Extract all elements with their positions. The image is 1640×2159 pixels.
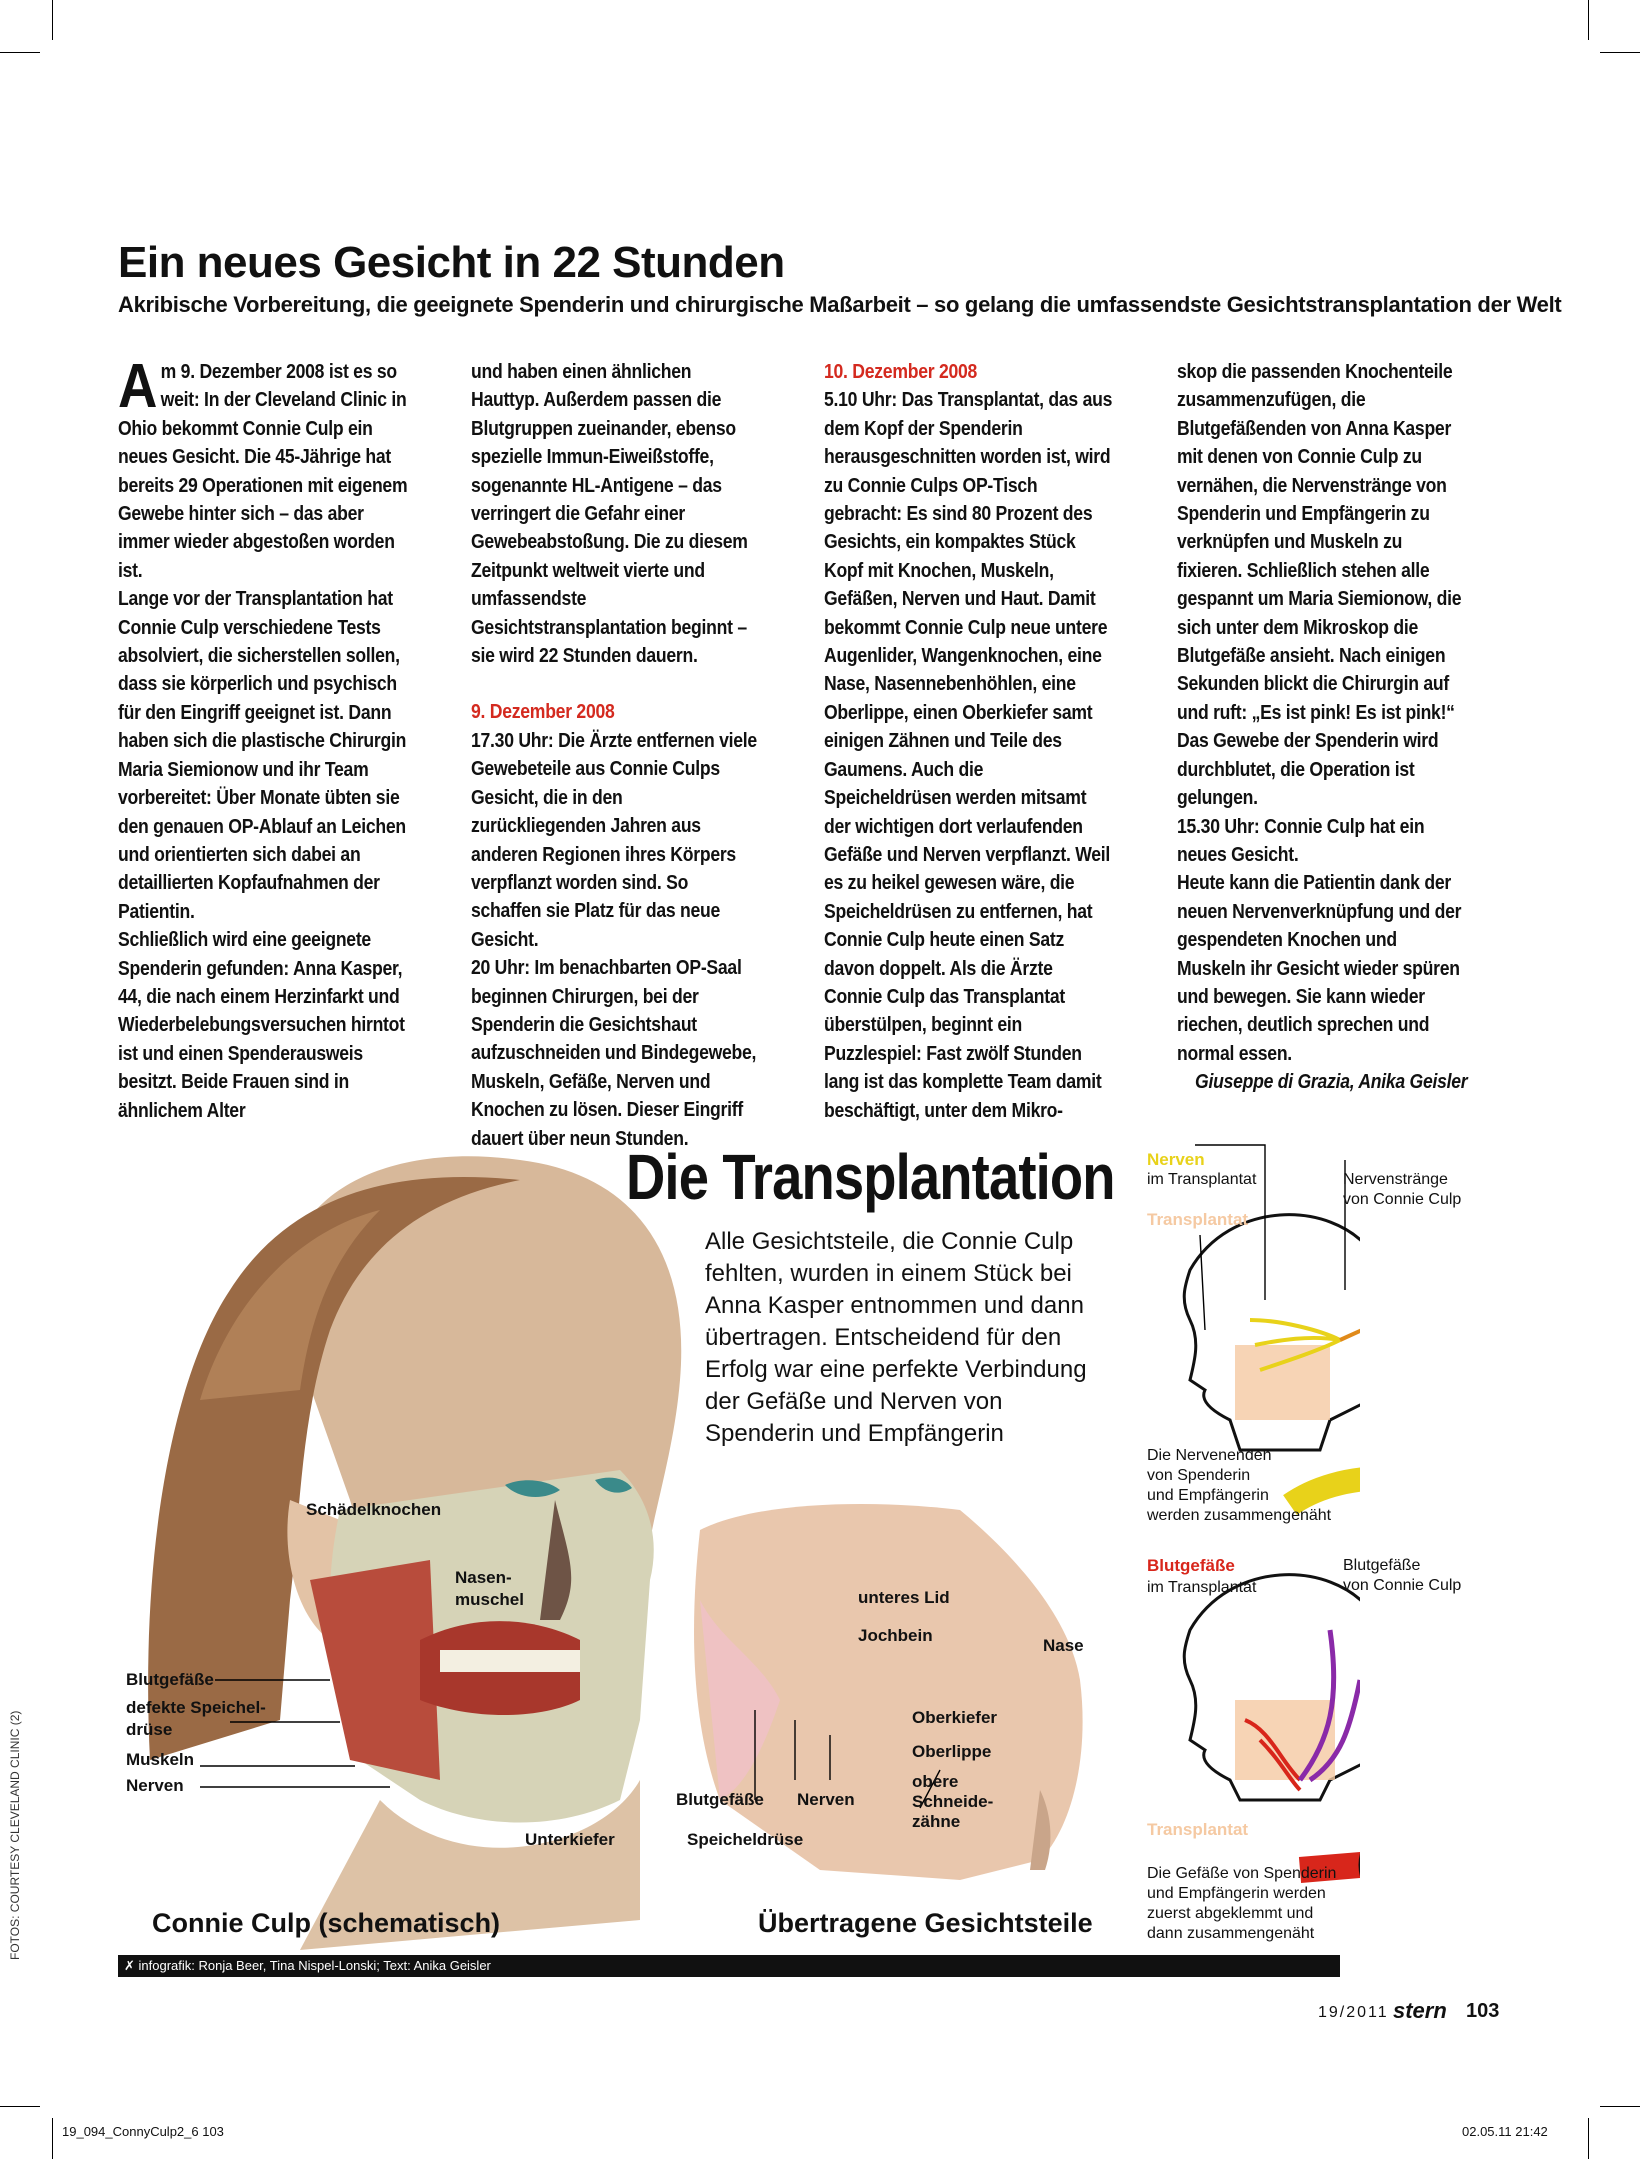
paragraph [824, 386, 1114, 1125]
paragraph-text: Das Transplantat, das aus dem Kopf der Spenderin herausgeschnitten worden ist, wird zu Connie Culps OP-Tisch gebracht: Es sind 80 Prozent des Gesichts, ein kompaktes Stück Kopf mit Knochen, Muskeln, Gefäßen, Nerven und Haut. Damit bekommt Connie Culp neue untere Augenlider, Wangenknochen, eine Nase, Nasennebenhöhlen, eine Oberlippe, einen Oberkiefer samt einigen Zähnen und Teile des Gaumens. Auch die Speicheldrüsen werden mitsamt der wichtigen dort verlaufenden Gefäße und Nerven verpflanzt. Weil es zu heikel gewesen wäre, die Speicheldrüsen zu entfernen, hat Connie Culp heute einen Satz davon doppelt. Als die Ärzte Connie Culp das Transplantat überstülpen, beginnt ein Puzzlespiel: Fast zwölf Stunden lang ist das komplette Team damit beschäftigt, unter dem Mikro- [824, 389, 1113, 1122]
label-nasal-2: muschel [455, 1590, 524, 1609]
label-vessel-join-3: zuerst abgeklemmt und [1147, 1905, 1314, 1922]
text-column-4 [1177, 358, 1467, 1097]
paragraph-text: Connie Culp hat ein neues Gesicht. [1177, 815, 1425, 866]
paragraph [471, 727, 761, 954]
label-nerve-join-1: Die Nervenenden [1147, 1447, 1272, 1464]
label-vessels-sub: im Transplantat [1147, 1579, 1257, 1596]
label-gland: Speicheldrüse [687, 1830, 804, 1849]
paragraph-text: Die Ärzte entfernen viele Gewebeteile aus Connie Culps Gesicht, die in den zurückliegenden Jahren aus anderen Regionen ihres Körpers verpflanzt worden sind. So schaffen sie Platz für das neue Gesicht. [471, 729, 757, 951]
label-nerves-sub: im Transplantat [1147, 1171, 1257, 1188]
label-eyelid: unteres Lid [858, 1588, 950, 1607]
crop-mark [1600, 2106, 1640, 2107]
label-nerve-join-2: von Spenderin [1147, 1467, 1251, 1484]
page-number: 103 [1466, 2000, 1500, 2022]
mask-illustration [694, 1504, 1083, 1880]
text-column-1 [118, 352, 408, 1125]
infographic-credit-bar: ✗ infografik: Ronja Beer, Tina Nispel-Lonski; Text: Anika Geisler [118, 1955, 1340, 1977]
label-vessels-own-2: von Connie Culp [1343, 1577, 1462, 1594]
paragraph: Heute kann die Patientin dank der neuen Nervenverknüpfung und der gespendeten Knochen und Muskeln ihr Gesicht wieder spüren und bewegen. Sie kann wieder riechen, deutlich sprechen und normal essen. [1177, 872, 1462, 1065]
paragraph: Lange vor der Transplantation hat Connie Culp verschiedene Tests absolviert, die sicherstellen sollen, dass sie körperlich und psychisch für den Eingriff geeignet ist. Dann haben sich die plastische Chirurgin Maria Siemionow und ihr Team vorbereitet: Über Monate übten sie den genauen OP-Ablauf an Leichen und orientierten sich dabei an detaillierten Kopfaufnahmen der Patientin. [118, 588, 407, 923]
time-label: 17.30 Uhr: [471, 729, 554, 752]
paragraph [1177, 813, 1467, 870]
crop-mark [1588, 2118, 1589, 2159]
crop-mark [52, 0, 53, 40]
label-mask-vessels: Blutgefäße [676, 1790, 764, 1809]
label-skull: Schädelknochen [306, 1500, 442, 1519]
paragraph: und haben einen ähnlichen Hauttyp. Außerdem passen die Blutgruppen zueinander, ebenso spezielle Immun-Eiweißstoffe, sogenannte HL-Antigene – das verringert die Gefahr einer Gewebeabstoßung. Die zu diesem Zeitpunkt weltweit vierte und umfassendste Gesichtstransplantation beginnt – sie wird 22 Stunden dauern. [471, 361, 748, 668]
issue-number: 19/2011 [1318, 2004, 1389, 2021]
time-label: 20 Uhr: [471, 957, 530, 980]
label-nerve-strands-1: Nervenstränge [1343, 1171, 1448, 1188]
crop-mark [0, 2106, 40, 2107]
spacer [471, 670, 761, 698]
graphic-title: Die Transplantation [626, 1141, 1115, 1213]
label-muscles: Muskeln [126, 1750, 195, 1769]
label-teeth-1: obere [912, 1772, 959, 1791]
label-vessel-join-4: dann zusammengenäht [1147, 1925, 1315, 1942]
date-heading: 9. Dezember 2008 [471, 701, 615, 724]
label-nerve-join-4: werden zusammengenäht [1147, 1507, 1332, 1524]
text-column-3 [824, 358, 1114, 1125]
label-nerves-head: Nerven [1147, 1150, 1205, 1169]
label-graft-1: Transplantat [1147, 1210, 1249, 1229]
label-nerves: Nerven [126, 1776, 184, 1795]
label-vessels-head: Blutgefäße [1147, 1556, 1235, 1575]
crop-mark [0, 52, 40, 53]
text-column-2 [471, 358, 761, 1153]
label-vessel-join-2: und Empfängerin werden [1147, 1885, 1326, 1902]
article-subtitle: Akribische Vorbereitung, die geeignete Spenderin und chirurgische Maßarbeit – so gelang die umfassendste Gesichtstransplantation der Welt [118, 292, 1562, 317]
time-label: 15.30 Uhr: [1177, 815, 1260, 838]
label-teeth-2: Schneide- [912, 1792, 994, 1811]
label-gland-2: drüse [126, 1720, 173, 1739]
article-title: Ein neues Gesicht in 22 Stunden [118, 238, 785, 287]
author-signature: Giuseppe di Grazia, Anika Geisler [1195, 1071, 1468, 1094]
label-graft-2: Transplantat [1147, 1820, 1249, 1839]
label-teeth-3: zähne [912, 1812, 961, 1831]
label-nerve-strands-2: von Connie Culp [1343, 1191, 1462, 1208]
paragraph: skop die passenden Knochenteile zusammenzufügen, die Blutgefäßenden von Anna Kasper mit denen von Connie Culp zu vernähen, die Nervenstränge von Spenderin und Empfängerin zu verknüpfen und Muskeln zu fixieren. Schließlich stehen alle gespannt um Maria Siemionow, die sich unter dem Mikroskop die Blutgefäße ansieht. Nach einigen Sekunden blickt die Chirurgin auf und ruft: „Es ist pink! Es ist pink!“ Das Gewebe der Spenderin wird durchblutet, die Operation ist gelungen. [1177, 361, 1462, 810]
crop-mark [52, 2118, 53, 2159]
graphic-intro: Alle Gesichtsteile, die Connie Culp fehlten, wurden in einem Stück bei Anna Kasper entnommen und dann übertragen. Entscheidend für den Erfolg war eine perfekte Verbindung der Gefäße und Nerven von Spenderin und Empfängerin [705, 1228, 1087, 1447]
paragraph: m 9. Dezember 2008 ist es so weit: In der Cleveland Clinic in Ohio bekommt Connie Culp ein neues Gesicht. Die 45-Jährige hat bereits 29 Operationen mit eigenem Gewebe hinter sich – das aber immer wieder abgestoßen worden ist. [118, 361, 408, 582]
label-jaw: Unterkiefer [525, 1830, 615, 1849]
paragraph: Schließlich wird eine geeignete Spenderin gefunden: Anna Kasper, 44, die nach einem Herzinfarkt und Wiederbelebungsversuchen hirntot ist und einen Spenderausweis besitzt. Beide Frauen sind in ähnlichem Alter [118, 929, 405, 1122]
crop-mark [1600, 52, 1640, 53]
caption-connie: Connie Culp (schematisch) [152, 1908, 501, 1938]
label-lip: Oberlippe [912, 1742, 992, 1761]
label-cheekbone: Jochbein [858, 1626, 933, 1645]
paragraph-text: Im benachbarten OP-Saal beginnen Chirurgen, bei der Spenderin die Gesichtshaut aufzuschneiden und Bindegewebe, Muskeln, Gefäße, Nerven und Knochen zu lösen. Dieser Eingriff dauert über neun Stunden. [471, 957, 757, 1150]
label-vessels-own-1: Blutgefäße [1343, 1557, 1421, 1574]
label-gland-1: defekte Speichel- [126, 1698, 266, 1717]
label-nose: Nase [1043, 1636, 1084, 1655]
brand-logo: stern [1393, 1998, 1447, 2023]
caption-transplant: Übertragene Gesichtsteile [758, 1908, 1093, 1938]
slug-file: 19_094_ConnyCulp2_6 103 [62, 2124, 224, 2139]
label-nerve-join-3: und Empfängerin [1147, 1487, 1269, 1504]
time-label: 5.10 Uhr: [824, 389, 897, 412]
label-vessel-join-1: Die Gefäße von Spenderin [1147, 1865, 1337, 1882]
date-heading: 10. Dezember 2008 [824, 361, 978, 383]
photo-credit: FOTOS: COURTESY CLEVELAND CLINIC (2) [8, 1710, 22, 1960]
crop-mark [1588, 0, 1589, 40]
label-nasal-1: Nasen- [455, 1568, 512, 1587]
label-maxilla: Oberkiefer [912, 1708, 998, 1727]
slug-date: 02.05.11 21:42 [1462, 2124, 1548, 2139]
label-mask-nerves: Nerven [797, 1790, 855, 1809]
label-vessels: Blutgefäße [126, 1670, 214, 1689]
dropcap: A [118, 352, 158, 421]
